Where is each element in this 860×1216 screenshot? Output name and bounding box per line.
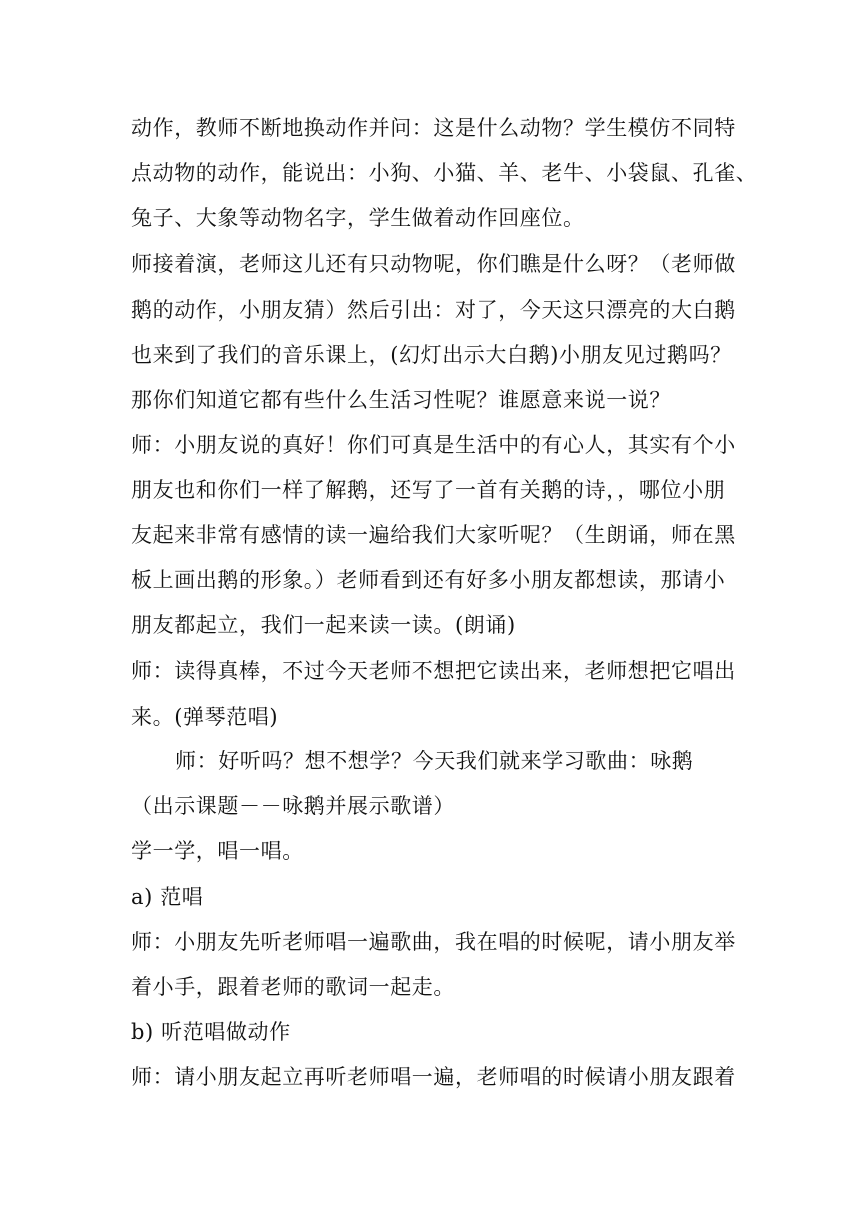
- text-line: 鹅的动作，小朋友猜）然后引出：对了，今天这只漂亮的大白鹅: [131, 298, 736, 322]
- text-line: 友起来非常有感情的读一遍给我们大家听呢？（生朗诵，师在黑: [131, 523, 736, 547]
- text-line: 也来到了我们的音乐课上，(幻灯出示大白鹅)小朋友见过鹅吗？: [131, 343, 732, 367]
- text-line: 师接着演，老师这儿还有只动物呢，你们瞧是什么呀？（老师做: [131, 252, 736, 276]
- text-line-indented: 师：好听吗？想不想学？今天我们就来学习歌曲：咏鹅: [175, 749, 694, 773]
- text-line: 那你们知道它都有些什么生活习性呢？谁愿意来说一说？: [131, 388, 671, 412]
- text-line: 学一学，唱一唱。: [131, 839, 304, 863]
- text-line: （出示课题－－咏鹅并展示歌谱）: [131, 794, 455, 818]
- text-line: 朋友都起立，我们一起来读一读。(朗诵): [131, 613, 516, 637]
- text-line: 着小手，跟着老师的歌词一起走。: [131, 975, 455, 999]
- text-line: 朋友也和你们一样了解鹅，还写了一首有关鹅的诗，，哪位小朋: [131, 478, 726, 502]
- text-line: 师：小朋友说的真好！你们可真是生活中的有心人，其实有个小: [131, 433, 736, 457]
- text-line: 兔子、大象等动物名字，学生做着动作回座位。: [131, 206, 585, 230]
- list-item-a: a) 范唱: [131, 885, 204, 909]
- text-line: 点动物的动作，能说出：小狗、小猫、羊、老牛、小袋鼠、孔雀、: [131, 161, 758, 185]
- text-line: 师：读得真棒，不过今天老师不想把它读出来，老师想把它唱出: [131, 659, 736, 683]
- text-line: 动作，教师不断地换动作并问：这是什么动物？学生模仿不同特: [131, 116, 736, 140]
- list-item-b: b) 听范唱做动作: [131, 1020, 291, 1044]
- text-line: 来。(弹琴范唱): [131, 705, 279, 729]
- text-line: 师：请小朋友起立再听老师唱一遍，老师唱的时候请小朋友跟着: [131, 1065, 736, 1089]
- text-line: 师：小朋友先听老师唱一遍歌曲，我在唱的时候呢，请小朋友举: [131, 930, 736, 954]
- text-line: 板上画出鹅的形象。）老师看到还有好多小朋友都想读，那请小: [131, 568, 726, 592]
